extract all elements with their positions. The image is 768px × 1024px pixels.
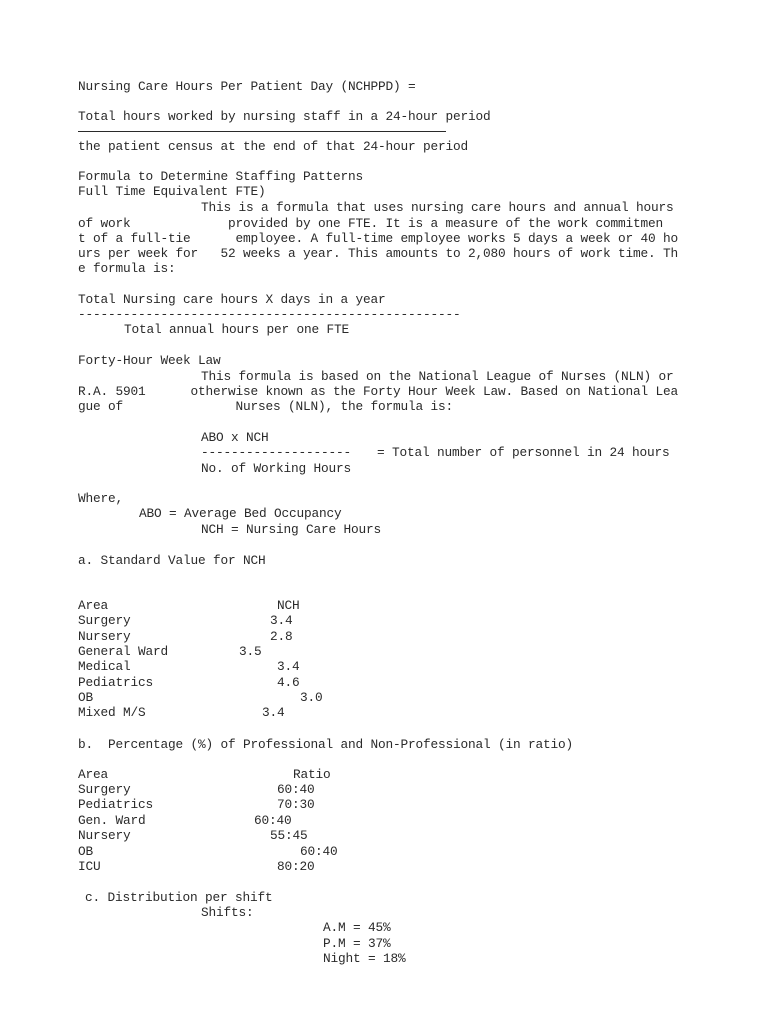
forty-hour-divider: -------------------- xyxy=(201,445,351,460)
nch-table-header-area: Area xyxy=(78,598,108,613)
nch-row-value: 4.6 xyxy=(277,675,300,690)
nch-row-area: Mixed M/S xyxy=(78,705,146,720)
nchppd-denominator: the patient census at the end of that 24-hour period xyxy=(78,139,468,154)
fte-desc-line: e formula is: xyxy=(78,261,176,276)
nch-row-area: Surgery xyxy=(78,613,131,628)
shift-item: P.M = 37% xyxy=(323,936,391,951)
nch-row-value: 3.0 xyxy=(300,690,323,705)
fte-divider: --------------------------------------------------- xyxy=(78,307,461,322)
nch-row-value: 3.4 xyxy=(270,613,293,628)
fte-heading-1: Formula to Determine Staffing Patterns xyxy=(78,169,363,184)
ratio-row-area: OB xyxy=(78,844,93,859)
fte-desc-line: t of a full-tie employee. A full-time employee works 5 days a week or 40 ho xyxy=(78,231,678,246)
fte-desc-line: This is a formula that uses nursing care hours and annual hours xyxy=(201,200,674,215)
ratio-table-heading: b. Percentage (%) of Professional and Non-Professional (in ratio) xyxy=(78,737,573,752)
ratio-row-area: Pediatrics xyxy=(78,797,153,812)
ratio-row-value: 70:30 xyxy=(277,797,315,812)
nch-row-value: 3.4 xyxy=(277,659,300,674)
ratio-row-area: ICU xyxy=(78,859,101,874)
forty-hour-heading: Forty-Hour Week Law xyxy=(78,353,221,368)
ratio-row-value: 55:45 xyxy=(270,828,308,843)
nchppd-numerator: Total hours worked by nursing staff in a 24-hour period xyxy=(78,109,491,124)
nch-table-heading: a. Standard Value for NCH xyxy=(78,553,266,568)
nchppd-title: Nursing Care Hours Per Patient Day (NCHPPD) = xyxy=(78,79,416,94)
shift-item: Night = 18% xyxy=(323,951,406,966)
forty-hour-numerator: ABO x NCH xyxy=(201,430,269,445)
nch-row-area: Pediatrics xyxy=(78,675,153,690)
ratio-row-value: 80:20 xyxy=(277,859,315,874)
nchppd-fraction-line xyxy=(78,131,446,132)
fte-desc-line: urs per week for 52 weeks a year. This amounts to 2,080 hours of work time. Th xyxy=(78,246,678,261)
nch-row-area: General Ward xyxy=(78,644,168,659)
nch-row-area: Medical xyxy=(78,659,131,674)
ratio-row-area: Nursery xyxy=(78,828,131,843)
nch-row-value: 3.5 xyxy=(239,644,262,659)
ratio-row-area: Gen. Ward xyxy=(78,813,146,828)
shift-heading: c. Distribution per shift xyxy=(85,890,273,905)
fte-heading-2: Full Time Equivalent FTE) xyxy=(78,184,266,199)
forty-hour-desc-line: R.A. 5901 otherwise known as the Forty Hour Week Law. Based on National Lea xyxy=(78,384,678,399)
forty-hour-result: = Total number of personnel in 24 hours xyxy=(377,445,670,460)
forty-hour-desc-line: gue of Nurses (NLN), the formula is: xyxy=(78,399,453,414)
ratio-table-header-area: Area xyxy=(78,767,108,782)
shift-item: A.M = 45% xyxy=(323,920,391,935)
ratio-row-area: Surgery xyxy=(78,782,131,797)
nch-row-value: 3.4 xyxy=(262,705,285,720)
nch-row-value: 2.8 xyxy=(270,629,293,644)
forty-hour-desc-line: This formula is based on the National League of Nurses (NLN) or xyxy=(201,369,674,384)
ratio-table-header-value: Ratio xyxy=(293,767,331,782)
nch-row-area: Nursery xyxy=(78,629,131,644)
abo-definition: ABO = Average Bed Occupancy xyxy=(139,506,342,521)
ratio-row-value: 60:40 xyxy=(300,844,338,859)
ratio-row-value: 60:40 xyxy=(254,813,292,828)
ratio-row-value: 60:40 xyxy=(277,782,315,797)
fte-desc-line: of work provided by one FTE. It is a measure of the work commitmen xyxy=(78,216,663,231)
forty-hour-denominator: No. of Working Hours xyxy=(201,461,351,476)
where-label: Where, xyxy=(78,491,123,506)
shifts-label: Shifts: xyxy=(201,905,254,920)
nch-table-header-value: NCH xyxy=(277,598,300,613)
nch-definition: NCH = Nursing Care Hours xyxy=(201,522,381,537)
nch-row-area: OB xyxy=(78,690,93,705)
fte-denominator: Total annual hours per one FTE xyxy=(124,322,349,337)
fte-numerator: Total Nursing care hours X days in a year xyxy=(78,292,386,307)
